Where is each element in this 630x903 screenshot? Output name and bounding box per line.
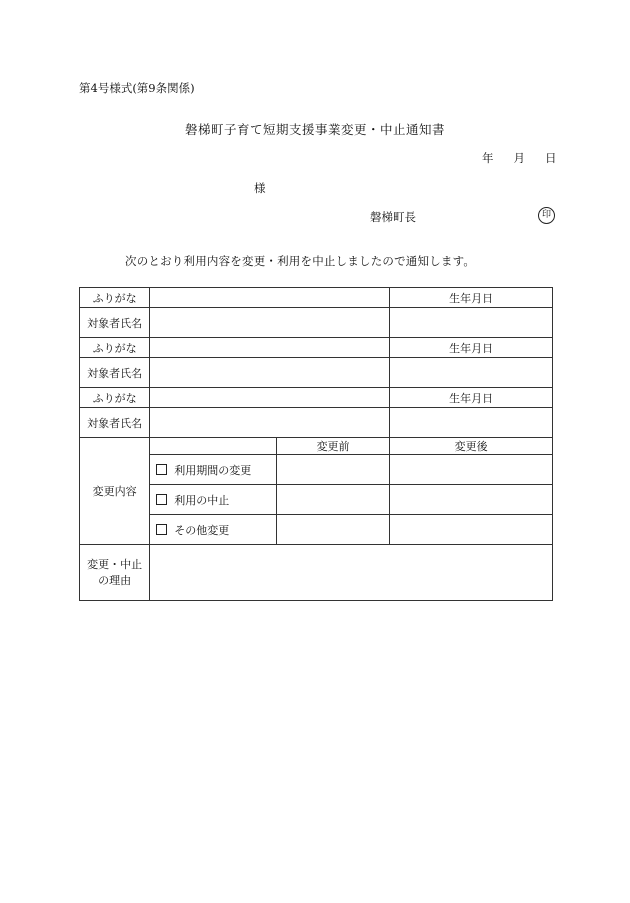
checkbox-discontinue[interactable] xyxy=(156,494,167,505)
date-month: 月 xyxy=(513,151,525,165)
table-row xyxy=(80,308,553,338)
option-period-change[interactable] xyxy=(150,455,277,485)
after-header: 変更後 xyxy=(390,438,553,455)
table-row xyxy=(80,545,553,601)
change-content-label: 変更内容 xyxy=(80,438,150,545)
furigana-field-1[interactable] xyxy=(150,288,390,308)
reason-label xyxy=(80,545,150,601)
table-row xyxy=(80,515,553,545)
before-field-3[interactable] xyxy=(276,515,389,545)
option-discontinue[interactable] xyxy=(150,485,277,515)
option-label: その他変更 xyxy=(174,523,230,537)
furigana-field-3[interactable] xyxy=(150,388,390,408)
table-row xyxy=(80,408,553,438)
recipient-suffix: 様 xyxy=(254,181,266,195)
after-field-2[interactable] xyxy=(390,485,553,515)
table-row xyxy=(80,438,553,455)
reason-label-line1: 変更・中止 xyxy=(87,557,143,571)
dob-field-2[interactable] xyxy=(390,358,553,388)
document-title: 磐梯町子育て短期支援事業変更・中止通知書 xyxy=(184,122,445,137)
dob-field-3[interactable] xyxy=(390,408,553,438)
table-row xyxy=(80,288,553,308)
date-day: 日 xyxy=(545,151,557,165)
name-field-1[interactable] xyxy=(150,308,390,338)
option-other-change[interactable] xyxy=(150,515,277,545)
dob-label-2: 生年月日 xyxy=(390,338,553,358)
before-field-2[interactable] xyxy=(276,485,389,515)
change-header-blank xyxy=(150,438,277,455)
table-row xyxy=(80,338,553,358)
intro-text: 次のとおり利用内容を変更・利用を中止しましたので通知します。 xyxy=(125,254,476,268)
furigana-label-2: ふりがな xyxy=(80,338,150,358)
table-row xyxy=(80,388,553,408)
name-label-1: 対象者氏名 xyxy=(80,308,150,338)
reason-label-line2: の理由 xyxy=(98,573,132,587)
name-label-2: 対象者氏名 xyxy=(80,358,150,388)
table-row xyxy=(80,485,553,515)
option-label: 利用の中止 xyxy=(174,493,230,507)
after-field-3[interactable] xyxy=(390,515,553,545)
dob-field-1[interactable] xyxy=(390,308,553,338)
date-year: 年 xyxy=(482,151,494,165)
name-field-2[interactable] xyxy=(150,358,390,388)
seal-mark: 印 xyxy=(538,207,555,224)
date-line xyxy=(482,150,557,166)
form-number: 第4号様式(第9条関係) xyxy=(79,81,195,95)
name-label-3: 対象者氏名 xyxy=(80,408,150,438)
dob-label-1: 生年月日 xyxy=(390,288,553,308)
notification-table xyxy=(79,287,553,601)
table-row xyxy=(80,358,553,388)
checkbox-period-change[interactable] xyxy=(156,464,167,475)
furigana-label-1: ふりがな xyxy=(80,288,150,308)
checkbox-other-change[interactable] xyxy=(156,524,167,535)
table-row xyxy=(80,455,553,485)
furigana-label-3: ふりがな xyxy=(80,388,150,408)
name-field-3[interactable] xyxy=(150,408,390,438)
after-field-1[interactable] xyxy=(390,455,553,485)
issuer-name: 磐梯町長 xyxy=(370,210,416,224)
dob-label-3: 生年月日 xyxy=(390,388,553,408)
before-header: 変更前 xyxy=(276,438,389,455)
option-label: 利用期間の変更 xyxy=(174,463,252,477)
reason-field[interactable] xyxy=(150,545,553,601)
before-field-1[interactable] xyxy=(276,455,389,485)
furigana-field-2[interactable] xyxy=(150,338,390,358)
